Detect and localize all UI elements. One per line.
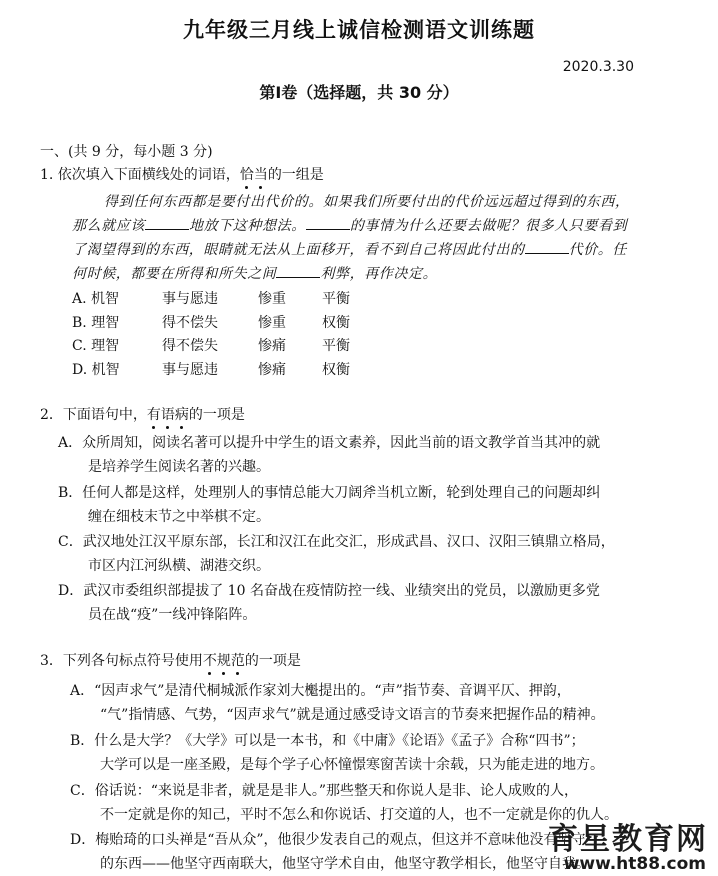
emphasis-char: 病 <box>174 407 189 423</box>
page-title: 九年级三月线上诚信检测语文训练题 <box>183 18 535 42</box>
volume-heading: 第Ⅰ卷（选择题，共 30 分） <box>259 83 459 102</box>
q1-stem-text: 的一组是 <box>267 167 324 183</box>
passage-text: 了渴望得到的东西，眼睛就无法从上面移开，看不到自己将因此付出的 <box>72 242 525 258</box>
option-label: B. <box>72 315 87 331</box>
option-c-cont: 不一定就是你的知己，平时不怎么和你说话、打交道的人，也不一定就是你的仇人。 <box>100 807 618 823</box>
option-c[interactable]: C．武汉地处江汉平原东部，长江和汉江在此交汇，形成武昌、汉口、汉阳三镇鼎立格局， <box>58 534 615 550</box>
option-word: 理智 <box>91 315 120 331</box>
emphasis-char: 当 <box>253 167 268 183</box>
option-c-cont: 市区内江河纵横、湖港交织。 <box>88 558 270 574</box>
option-b[interactable]: B．任何人都是这样，处理别人的事情总能大刀阔斧当机立断，轮到处理自己的问题却纠 <box>58 485 601 501</box>
question-3-stem <box>40 651 301 671</box>
q2-stem-text: 的一项是 <box>188 407 245 423</box>
fill-blank <box>525 239 569 254</box>
exam-date: 2020.3.30 <box>562 59 634 75</box>
watermark-url: www.ht88.com <box>563 854 706 874</box>
q1-stem-text: 1. 依次填入下面横线处的词语， <box>40 167 240 183</box>
emphasis-char: 规 <box>216 653 231 669</box>
option-word: 得不偿失 <box>162 315 218 331</box>
q3-stem-text: 的一项是 <box>244 653 301 669</box>
passage-line <box>72 263 437 284</box>
passage-line <box>72 239 627 260</box>
option-c[interactable]: C．俗话说：“来说是非者，就是是非人。”那些整天和你说人是非、论人成败的人， <box>70 783 579 799</box>
passage-text: 地放下这种想法。 <box>189 218 306 234</box>
emphasis-char: 有 <box>146 407 161 423</box>
option-word: 平衡 <box>322 338 350 354</box>
option-word: 惨重 <box>258 291 286 307</box>
option-b-cont: 缠在细枝末节之中举棋不定。 <box>88 509 270 525</box>
passage-line: 得到任何东西都是要付出代价的。如果我们所要付出的代价远远超过得到的东西， <box>104 194 630 210</box>
option-word: 权衡 <box>322 315 350 331</box>
option-b-cont: 大学可以是一座圣殿，是每个学子心怀憧憬寒窗苦读十余载，只为能走进的地方。 <box>100 757 604 773</box>
option-word: 理智 <box>91 338 120 354</box>
option-d[interactable]: D．梅贻琦的口头禅是“吾从众”，他很少发表自己的观点，但这并不意味他没有坚守 <box>70 832 586 848</box>
q2-stem-text: 2．下面语句中， <box>40 407 147 423</box>
fill-blank <box>145 215 189 230</box>
option-word: 惨痛 <box>258 362 286 378</box>
question-1-stem <box>40 165 324 185</box>
passage-text: 的事情为什么还要去做呢？很多人只要看到 <box>349 218 628 234</box>
passage-text: 利弊，再作决定。 <box>320 266 438 282</box>
option-d[interactable]: D．武汉市委组织部提拔了 10 名奋战在疫情防控一线、业绩突出的党员，以激励更多党 <box>58 583 600 599</box>
fill-blank <box>276 263 320 278</box>
option-d-cont: 员在战“疫”一线冲锋陷阵。 <box>88 607 257 623</box>
option-a[interactable] <box>72 289 350 309</box>
emphasis-char: 恰 <box>239 167 254 183</box>
option-word: 得不偿失 <box>162 338 218 354</box>
option-c[interactable] <box>72 336 350 356</box>
option-word: 事与愿违 <box>162 291 218 307</box>
option-d-cont: 的东西——他坚守西南联大，他坚守学术自由，他坚守教学相长，他坚守自我。 <box>100 856 590 872</box>
q3-stem-text: 3．下列各句标点符号使用 <box>40 653 203 669</box>
option-label: C. <box>72 338 87 354</box>
watermark-logo <box>514 812 714 876</box>
emphasis-char: 不 <box>202 653 217 669</box>
passage-line <box>72 215 627 236</box>
option-label: A. <box>72 291 87 307</box>
question-2-stem <box>40 405 245 425</box>
option-b[interactable] <box>72 313 350 333</box>
option-word: 惨重 <box>258 315 286 331</box>
option-a[interactable]: A．众所周知，阅读名著可以提升中学生的语文素养，因此当前的语文教学首当其冲的就 <box>58 435 601 451</box>
option-word: 机智 <box>91 291 120 307</box>
option-d[interactable] <box>72 360 350 380</box>
option-word: 惨痛 <box>258 338 286 354</box>
emphasis-char: 范 <box>230 653 245 669</box>
fill-blank <box>306 215 350 230</box>
option-word: 权衡 <box>322 362 350 378</box>
section-heading: 一、(共 9 分，每小题 3 分) <box>40 144 213 160</box>
option-a-cont: 是培养学生阅读名著的兴趣。 <box>88 459 270 475</box>
option-a[interactable]: A．“因声求气”是清代桐城派作家刘大櫆提出的。“声”指节奏、音调平仄、押韵， <box>70 683 571 699</box>
option-label: D. <box>72 362 88 378</box>
option-word: 机智 <box>91 362 120 378</box>
watermark-text: 育星教育网 <box>548 822 708 857</box>
passage-text: 何时候，都要在所得和所失之间 <box>72 266 277 282</box>
passage-text: 代价。任 <box>568 242 628 258</box>
option-word: 事与愿违 <box>162 362 218 378</box>
emphasis-char: 语 <box>160 407 175 423</box>
passage-text: 那么就应该 <box>72 218 145 234</box>
option-b[interactable]: B．什么是大学？《大学》可以是一本书，和《中庸》《论语》《孟子》合称“四书”； <box>70 733 585 749</box>
option-a-cont: “气”指情感、气势，“因声求气”就是通过感受诗文语言的节奏来把握作品的精神。 <box>100 707 605 723</box>
option-word: 平衡 <box>322 291 350 307</box>
